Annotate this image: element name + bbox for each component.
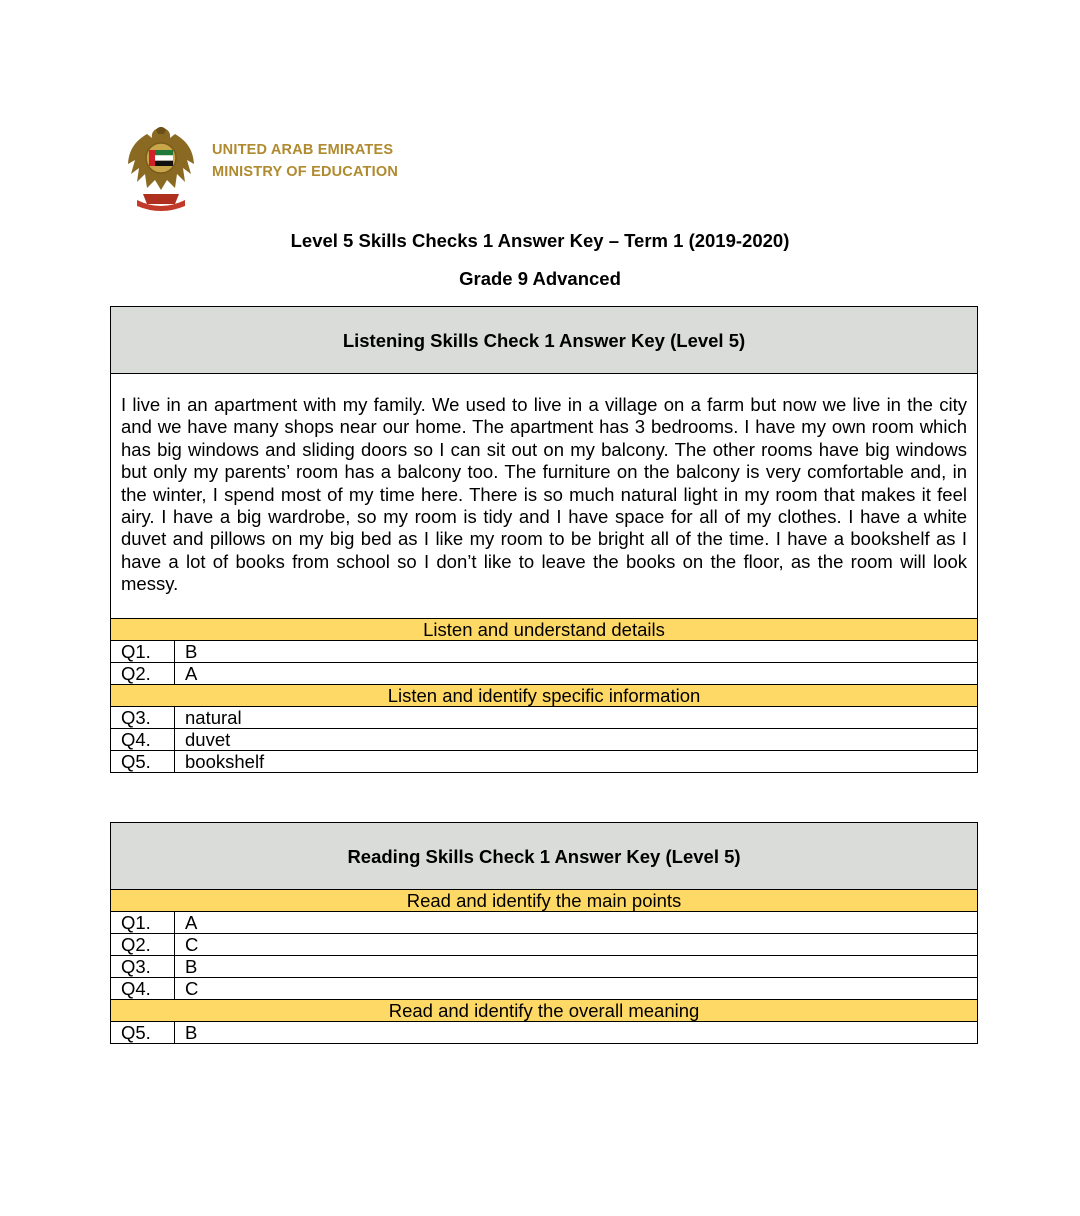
listening-passage: I live in an apartment with my family. We used to live in a village on a farm but now we live in the city and we have many shops near our home. The apartment has 3 bedrooms. I have my own room which has big windows and sliding doors so I can sit out on my balcony. The other rooms have big windows but only my parents’ room has a balcony too. The furniture on the balcony is very comfortable and, in the winter, I spend most of my time here. There is so much natural light in my room that makes it feel airy. I have a big wardrobe, so my room is tidy and I have space for all of my clothes. I have a white duvet and pillows on my big bed as I like my room to be bright all of the time. I have a bookshelf as I have a lot of books from school so I don’t like to leave the books on the floor, as the room will look messy. [111,374,978,619]
table-row [111,640,978,662]
reading-heading: Reading Skills Check 1 Answer Key (Level 5) [111,823,978,890]
table-row [111,662,978,684]
answer-cell: B [175,956,978,978]
table-row [111,750,978,772]
section-row [111,890,978,912]
question-number: Q1. [111,912,175,934]
answer-cell: C [175,978,978,1000]
answer-cell: natural [175,706,978,728]
listening-answer-table [110,306,978,773]
question-number: Q2. [111,934,175,956]
listening-section-specific: Listen and identify specific information [111,684,978,706]
answer-cell: C [175,934,978,956]
answer-cell: duvet [175,728,978,750]
document-title: Level 5 Skills Checks 1 Answer Key – Term 1 (2019-2020) [290,230,790,251]
table-row [111,978,978,1000]
table-row [111,912,978,934]
section-row [111,618,978,640]
reading-section-main-points: Read and identify the main points [111,890,978,912]
answer-cell: A [175,912,978,934]
question-number: Q4. [111,728,175,750]
listening-header-row [111,307,978,374]
document-subtitle: Grade 9 Advanced [459,268,621,289]
answer-cell: B [175,1022,978,1044]
question-number: Q5. [111,1022,175,1044]
reading-answer-table [110,822,978,1044]
question-number: Q3. [111,706,175,728]
question-number: Q5. [111,750,175,772]
reading-section-overall-meaning: Read and identify the overall meaning [111,1000,978,1022]
section-row [111,684,978,706]
listening-section-details: Listen and understand details [111,618,978,640]
table-row [111,728,978,750]
answer-cell: bookshelf [175,750,978,772]
logo-line-country: UNITED ARAB EMIRATES [212,142,394,158]
section-row [111,1000,978,1022]
question-number: Q2. [111,662,175,684]
table-row [111,706,978,728]
table-row [111,934,978,956]
answer-cell: B [175,640,978,662]
reading-header-row [111,823,978,890]
emblem-icon [125,122,197,214]
question-number: Q1. [111,640,175,662]
table-row [111,1022,978,1044]
logo-line-ministry: MINISTRY OF EDUCATION [212,164,398,180]
table-row [111,956,978,978]
listening-heading: Listening Skills Check 1 Answer Key (Level 5) [111,307,978,374]
question-number: Q4. [111,978,175,1000]
answer-cell: A [175,662,978,684]
ministry-logo [125,122,425,214]
question-number: Q3. [111,956,175,978]
passage-row [111,374,978,619]
